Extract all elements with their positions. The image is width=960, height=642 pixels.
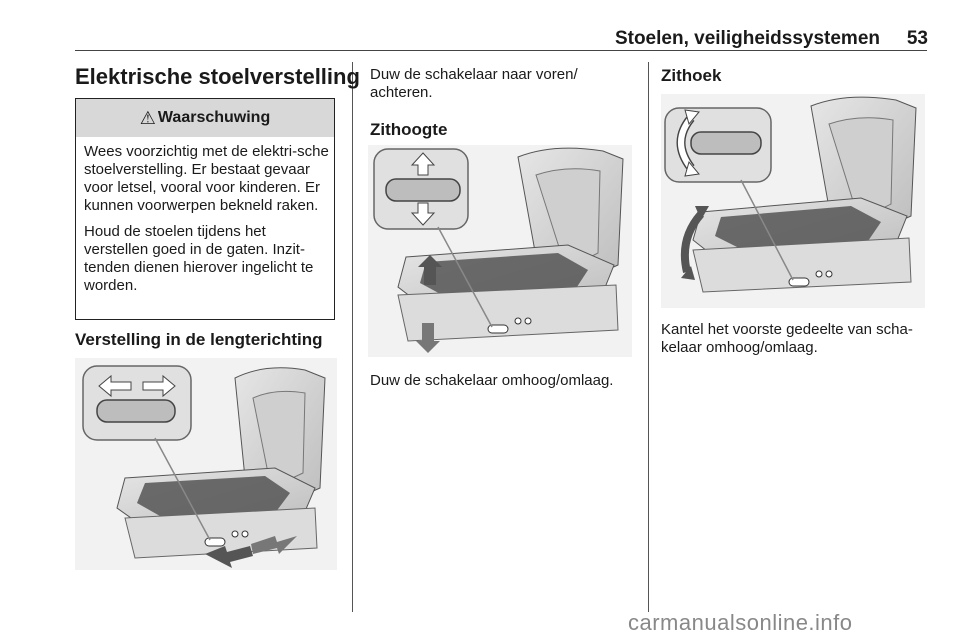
warning-heading: Waarschuwing [157, 109, 271, 126]
height-instruction: Duw de schakelaar omhoog/omlaag. [370, 372, 614, 389]
column-divider-2 [648, 62, 649, 612]
header-divider [75, 50, 927, 51]
height-title: Zithoogte [370, 120, 448, 139]
warning-header [76, 99, 334, 137]
warning-body [84, 143, 332, 303]
page-number: 53 [906, 28, 928, 49]
tilt-title: Zithoek [661, 66, 722, 85]
seat-illustration-lengthwise [75, 358, 337, 570]
warning-paragraph-2: Houd de stoelen tijdens het verstellen goed in de gaten. Inzit-tenden dienen hierover ingelicht te worden. [84, 223, 314, 294]
section-title: Elektrische stoelverstelling [75, 64, 360, 89]
lengthwise-instruction: Duw de schakelaar naar voren/ achteren. [370, 66, 578, 101]
warning-box [75, 98, 335, 320]
column-divider-1 [352, 62, 353, 612]
seat-figure-tilt [661, 94, 925, 308]
seat-illustration-tilt [661, 94, 925, 308]
lengthwise-title: Verstelling in de lengterichting [75, 330, 323, 349]
page-header-title: Stoelen, veiligheidssystemen [614, 28, 880, 49]
seat-figure-lengthwise [75, 358, 337, 570]
tilt-instruction: Kantel het voorste gedeelte van scha-kelaar omhoog/omlaag. [661, 321, 913, 356]
seat-illustration-height [368, 145, 632, 357]
warning-triangle-icon: ⚠ [139, 107, 156, 128]
warning-paragraph-1: Wees voorzichtig met de elektri-sche stoelverstelling. Er bestaat gevaar voor letsel, vooral voor kinderen. Er kunnen voorwerpen bekneld raken. [84, 143, 329, 214]
watermark-text[interactable]: carmanualsonline.info [628, 610, 853, 635]
seat-figure-height [368, 145, 632, 357]
